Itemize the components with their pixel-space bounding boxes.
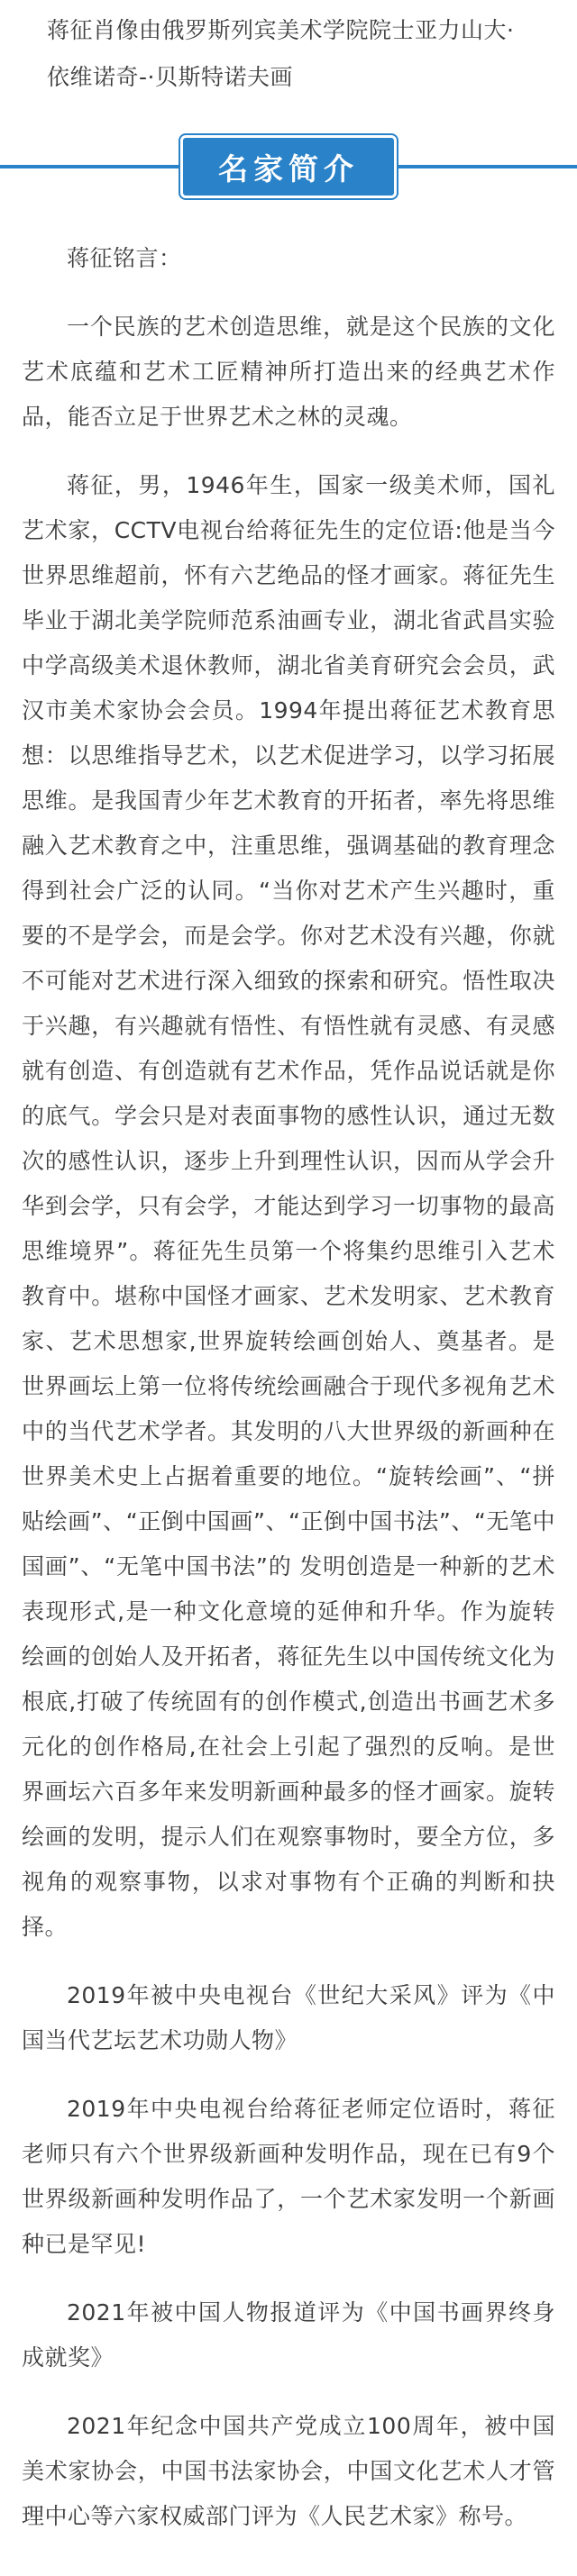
section-title: 名家简介: [180, 135, 397, 198]
award-2021-lifetime: 2021年被中国人物报道评为《中国书画界终身成就奖》: [22, 2299, 555, 2371]
award-2019-cctv: 2019年被中央电视台《世纪大采风》评为《中国当代艺坛艺术功勋人物》: [22, 1982, 555, 2053]
motto-text: 一个民族的艺术创造思维，就是这个民族的文化艺术底蕴和艺术工匠精神所打造出来的经典艺术作品，能否立足于世界艺术之林的灵魂。: [22, 314, 555, 430]
motto-heading: 蒋征铭言：: [67, 245, 182, 271]
section-header: [0, 135, 577, 198]
biography-paragraph: 蒋征，男，1946年生，国家一级美术师，国礼艺术家，CCTV电视台给蒋征先生的定位语:他是当今世界思维超前，怀有六艺绝品的怪才画家。蒋征先生毕业于湖北美学院师范系油画专业，湖北省武昌实验中学高级美术退休教师，湖北省美育研究会会员，武汉市美术家协会会员。1994年提出蒋征艺术教育思想：以思维指导艺术，以艺术促进学习，以学习拓展思维。是我国青少年艺术教育的开拓者，率先将思维融入艺术教育之中，注重思维，强调基础的教育理念得到社会广泛的认同。“当你对艺术产生兴趣时，重要的不是学会，而是会学。你对艺术没有兴趣，你就不可能对艺术进行深入细致的探索和研究。悟性取决于兴趣，有兴趣就有悟性、有悟性就有灵感、有灵感就有创造、有创造就有艺术作品，凭作品说话就是你的底气。学会只是对表面事物的感性认识，通过无数次的感性认识，逐步上升到理性认识，因而从学会升华到会学，只有会学，才能达到学习一切事物的最高思维境界”。蒋征先生员第一个将集约思维引入艺术教育中。堪称中国怪才画家、艺术发明家、艺术教育家、艺术思想家,世界旋转绘画创始人、奠基者。是世界画坛上第一位将传统绘画融合于现代多视角艺术中的当代艺术学者。其发明的八大世界级的新画种在世界美术史上占据着重要的地位。“旋转绘画”、“拼贴绘画”、“正倒中国画”、“正倒中国书法”、“无笔中国画”、“无笔中国书法”的 发明创造是一种新的艺术表现形式,是一种文化意境的延伸和升华。作为旋转绘画的创始人及开拓者，蒋征先生以中国传统文化为根底,打破了传统固有的创作模式,创造出书画艺术多元化的创作格局,在社会上引起了强烈的反响。是世界画坛六百多年来发明新画种最多的怪才画家。旋转绘画的发明，提示人们在观察事物时，要全方位，多视角的观察事物，以求对事物有个正确的判断和抉择。: [22, 472, 555, 1940]
portrait-caption: 蒋征肖像由俄罗斯列宾美术学院院士亚力山大·依维诺奇-·贝斯特诺夫画: [47, 17, 515, 90]
cctv-positioning-note: 2019年中央电视台给蒋征老师定位语时，蒋征老师只有六个世界级新画种发明作品，现在已有9个世界级新画种发明作品了，一个艺术家发明一个新画种已是罕见!: [22, 2096, 555, 2257]
award-2021-people-artist: 2021年纪念中国共产党成立100周年，被中国美术家协会，中国书法家协会，中国文化艺术人才管理中心等六家权威部门评为《人民艺术家》称号。: [22, 2413, 555, 2529]
article-body: [22, 236, 555, 2562]
